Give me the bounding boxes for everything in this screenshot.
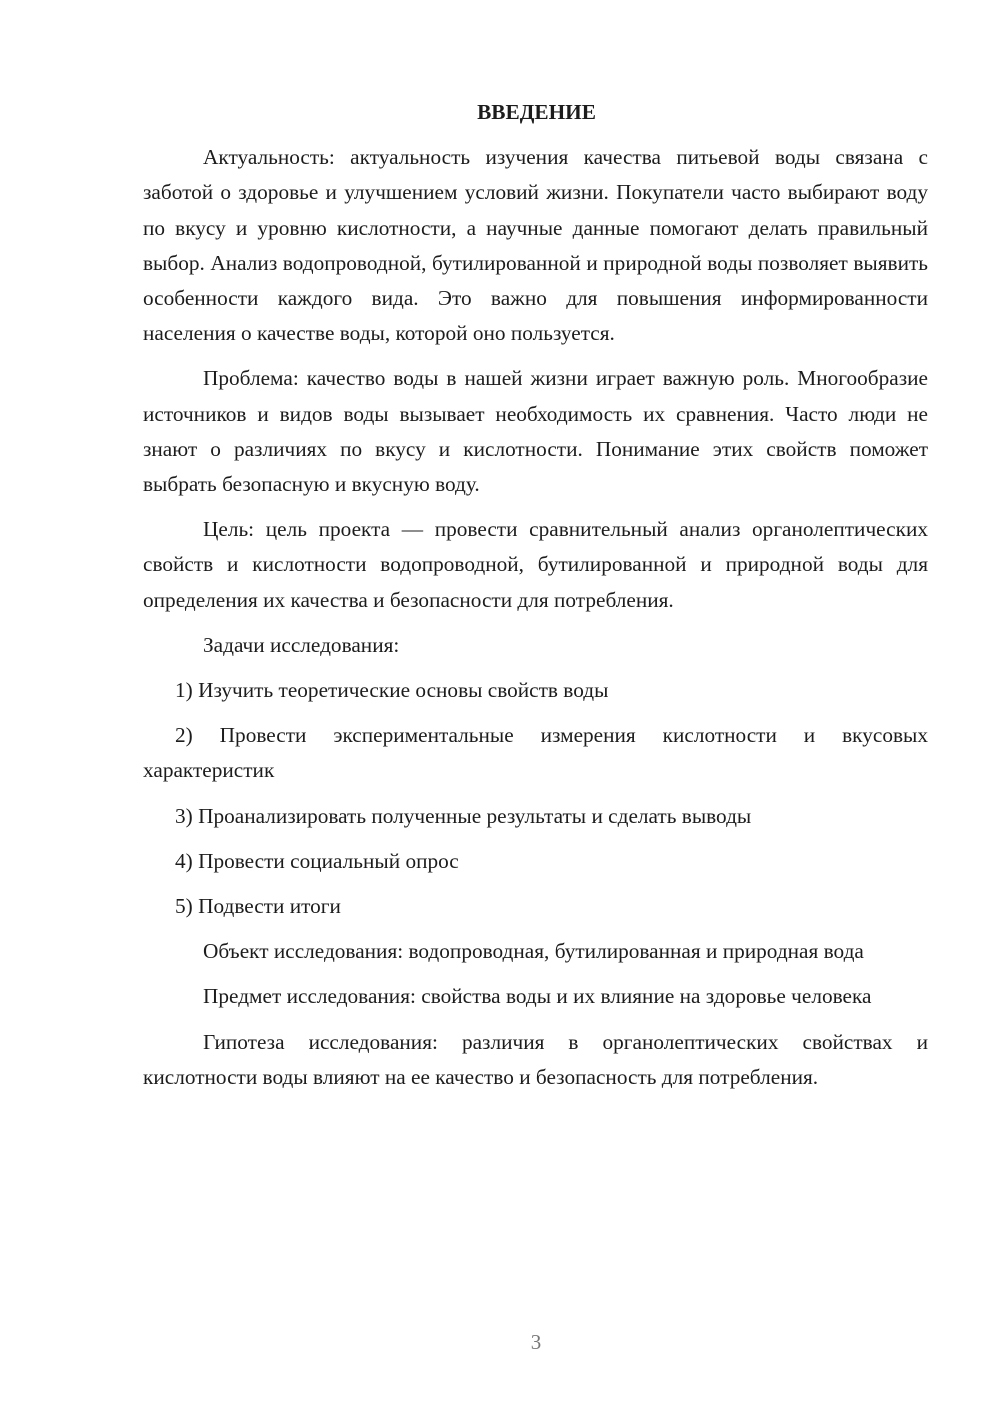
task-item-2: 2) Провести экспериментальные измерения кислотности и вкусовых характеристик (143, 723, 928, 783)
tasks-intro: Задачи исследования: (203, 632, 400, 657)
task-item-1: 1) Изучить теоретические основы свойств воды (175, 678, 609, 703)
problem-paragraph: Проблема: качество воды в нашей жизни играет важную роль. Многообразие источников и видов воды вызывает необходимость их сравнения. Часто люди не знают о различиях по вкусу и кислотности. Понимание этих свойств поможет выбрать безопасную и вкусную воду. (143, 366, 928, 497)
relevance-paragraph: Актуальность: актуальность изучения качества питьевой воды связана с заботой о здоровье и улучшением условий жизни. Покупатели часто выбирают воду по вкусу и уровню кислотности, а научные данные помогают делать правильный выбор. Анализ водопроводной, бутилированной и природной воды позволяет выявить особенности каждого вида. Это важно для повышения информированности населения о качестве воды, которой оно пользуется. (143, 145, 928, 346)
task-item-4: 4) Провести социальный опрос (175, 848, 459, 873)
section-heading: ВВЕДЕНИЕ (477, 100, 596, 124)
object-paragraph: Объект исследования: водопроводная, бутилированная и природная вода (203, 939, 864, 964)
task-item-3: 3) Проанализировать полученные результаты и сделать выводы (175, 803, 752, 828)
hypothesis-paragraph: Гипотеза исследования: различия в органолептических свойствах и кислотности воды влияют на ее качество и безопасность для потребления. (143, 1029, 928, 1089)
page-number: 3 (530, 1330, 542, 1354)
goal-paragraph: Цель: цель проекта — провести сравнительный анализ органолептических свойств и кислотности водопроводной, бутилированной и природной воды для определения их качества и безопасности для потребления. (143, 517, 928, 612)
document-page (143, 95, 928, 1105)
subject-paragraph: Предмет исследования: свойства воды и их влияние на здоровье человека (203, 984, 872, 1009)
task-item-5: 5) Подвести итоги (175, 894, 341, 919)
